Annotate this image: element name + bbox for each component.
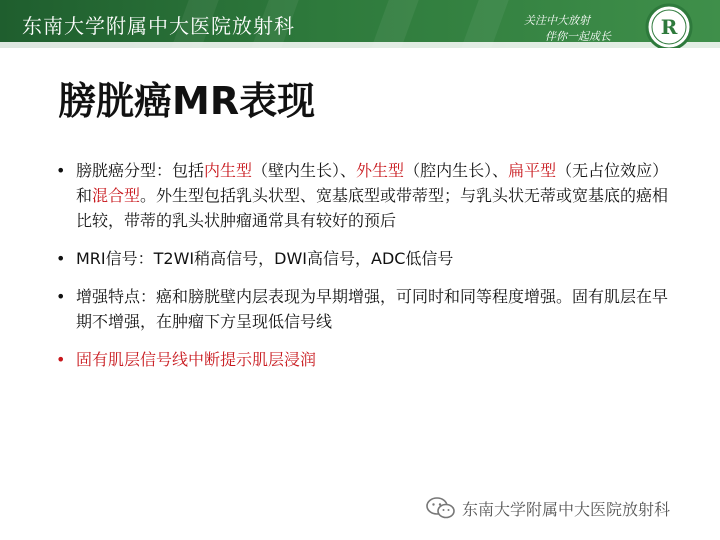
emphasis-term: 混合型 xyxy=(92,186,141,205)
emphasis-term: 扁平型 xyxy=(508,161,557,180)
logo-letter: R xyxy=(660,15,678,39)
bullet-muscle-invasion: • 固有肌层信号线中断提示肌层浸润 xyxy=(54,347,674,372)
slide-header xyxy=(0,0,720,48)
bullet-mri-signal: • MRI信号：T2WI稍高信号，DWI高信号，ADC低信号 xyxy=(54,246,674,271)
bullet-text: （无占位效应）和 xyxy=(76,161,669,205)
hospital-logo-icon xyxy=(645,3,693,48)
header-decoration xyxy=(371,0,418,48)
wechat-icon xyxy=(426,495,456,521)
slogan-line-2: 伴你一起成长 xyxy=(545,30,611,43)
bullet-text: （腔内生长）、 xyxy=(404,161,509,180)
emphasis-term: 外生型 xyxy=(356,161,405,180)
watermark-text: 东南大学附属中大医院放射科 xyxy=(462,499,671,519)
hospital-name: 东南大学附属中大医院放射科 xyxy=(22,14,295,38)
emphasis-term: 内生型 xyxy=(204,161,253,180)
bullet-enhancement: • 增强特点：癌和膀胱壁内层表现为早期增强，可同时和同等程度增强。固有肌层在早期不增强，在肿瘤下方呈现低信号线 xyxy=(54,284,674,334)
watermark xyxy=(426,495,670,521)
bullet-text: （壁内生长）、 xyxy=(252,161,357,180)
slogan-line-1: 关注中大放射 xyxy=(524,14,590,27)
bullet-text: 。外生型包括乳头状型、宽基底型或带蒂型；与乳头状无蒂或宽基底的癌相比较，带蒂的乳头状肿瘤通常具有较好的预后 xyxy=(76,186,669,230)
slide-title: 膀胱癌MR表现 xyxy=(58,79,316,123)
bullet-classification xyxy=(54,158,674,233)
bullet-list xyxy=(54,158,674,385)
header-decoration xyxy=(461,0,508,48)
bullet-text: 膀胱癌分型：包括 xyxy=(76,161,205,180)
header-band xyxy=(0,42,720,48)
